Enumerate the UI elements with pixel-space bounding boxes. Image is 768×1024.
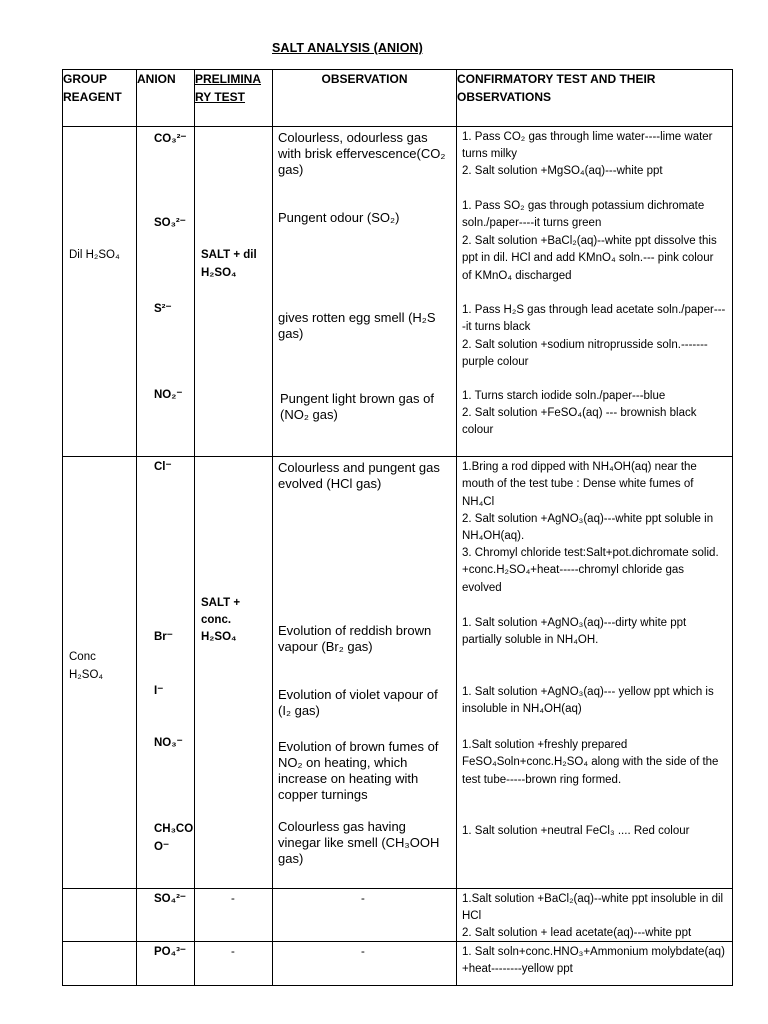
anion-s: S²⁻ bbox=[154, 303, 172, 315]
anion-i: I⁻ bbox=[154, 685, 164, 697]
group-reagent: Dil H₂SO₄ bbox=[69, 249, 120, 261]
anion-cell bbox=[137, 942, 195, 986]
confirm-so3-step2: 2. Salt solution +BaCl₂(aq)--white ppt dissolve this ppt in dil. HCl and add KMnO₄ soln.--- pink colour of KMnO₄ discharged bbox=[462, 235, 717, 282]
observation-s: gives rotten egg smell (H₂S gas) bbox=[278, 310, 436, 341]
preliminary-dash: - bbox=[231, 946, 235, 958]
confirmatory-cell bbox=[457, 457, 733, 889]
confirm-br-step1: 1. Salt solution +AgNO₃(aq)---dirty white ppt partially soluble in NH₄OH. bbox=[462, 617, 687, 647]
group-row-dil-h2so4 bbox=[63, 127, 733, 457]
group-reagent-cell bbox=[63, 127, 137, 457]
page-title: SALT ANALYSIS (ANION) bbox=[272, 41, 423, 55]
anion-so4: SO₄²⁻ bbox=[154, 893, 186, 905]
preliminary-line2: conc. bbox=[201, 614, 232, 626]
observation-br: Evolution of reddish brown vapour (Br₂ gas) bbox=[278, 623, 432, 654]
confirm-s-step2: 2. Salt solution +sodium nitroprusside soln.-------purple colour bbox=[462, 339, 708, 369]
anion-ch3coo-line1: CH₃CO bbox=[154, 823, 194, 835]
confirm-i-step1: 1. Salt solution +AgNO₃(aq)--- yellow ppt which is insoluble in NH₄OH(aq) bbox=[462, 686, 714, 716]
group-reagent-line1: Conc bbox=[69, 651, 96, 663]
confirm-co3-step1: 1. Pass CO₂ gas through lime water----lime water turns milky bbox=[462, 131, 713, 161]
anion-cell bbox=[137, 889, 195, 942]
observation-cell bbox=[273, 127, 457, 457]
confirm-no2-step2: 2. Salt solution +FeSO₄(aq) --- brownish black colour bbox=[462, 407, 697, 437]
group-row-conc-h2so4 bbox=[63, 457, 733, 889]
preliminary-line1: SALT + dil bbox=[201, 249, 257, 261]
observation-dash: - bbox=[361, 893, 365, 905]
row-po4 bbox=[63, 942, 733, 986]
group-reagent-cell-empty bbox=[63, 889, 137, 942]
observation-cell bbox=[273, 457, 457, 889]
anion-analysis-table bbox=[62, 69, 733, 986]
preliminary-line2: H₂SO₄ bbox=[201, 267, 237, 279]
confirm-s-step1: 1. Pass H₂S gas through lead acetate soln./paper----it turns black bbox=[462, 304, 726, 334]
confirm-cl-step2: 2. Salt solution +AgNO₃(aq)---white ppt soluble in NH₄OH(aq). bbox=[462, 513, 714, 543]
row-so4 bbox=[63, 889, 733, 942]
preliminary-line3: H₂SO₄ bbox=[201, 631, 237, 643]
preliminary-cell bbox=[195, 889, 273, 942]
header-observation: OBSERVATION bbox=[273, 70, 457, 127]
observation-cl: Colourless and pungent gas evolved (HCl gas) bbox=[278, 460, 440, 491]
observation-cell bbox=[273, 889, 457, 942]
anion-cl: Cl⁻ bbox=[154, 461, 172, 473]
preliminary-cell bbox=[195, 457, 273, 889]
confirm-ch3coo-step1: 1. Salt solution +neutral FeCl₃ .... Red colour bbox=[462, 825, 690, 837]
anion-po4: PO₄³⁻ bbox=[154, 946, 186, 958]
anion-cell bbox=[137, 127, 195, 457]
header-group-reagent: GROUP REAGENT bbox=[63, 70, 137, 127]
observation-no2: Pungent light brown gas of (NO₂ gas) bbox=[280, 391, 434, 422]
anion-co3: CO₃²⁻ bbox=[154, 133, 187, 145]
confirmatory-cell bbox=[457, 889, 733, 942]
anion-no2: NO₂⁻ bbox=[154, 389, 183, 401]
confirm-po4-step1: 1. Salt soln+conc.HNO₃+Ammonium molybdate(aq) +heat--------yellow ppt bbox=[462, 946, 725, 976]
confirm-no2-step1: 1. Turns starch iodide soln./paper---blue bbox=[462, 390, 666, 402]
anion-br: Br⁻ bbox=[154, 631, 173, 643]
observation-no3: Evolution of brown fumes of NO₂ on heating, which increase on heating with copper turnings bbox=[278, 739, 439, 802]
group-reagent-line2: H₂SO₄ bbox=[69, 669, 104, 681]
observation-cell bbox=[273, 942, 457, 986]
header-preliminary-test bbox=[195, 70, 273, 127]
confirm-cl-step3: 3. Chromyl chloride test:Salt+pot.dichromate solid. +conc.H₂SO₄+heat-----chromyl chloride gas evolved bbox=[462, 547, 719, 594]
observation-i: Evolution of violet vapour of (I₂ gas) bbox=[278, 687, 438, 718]
confirm-cl-step1: 1.Bring a rod dipped with NH₄OH(aq) near the mouth of the test tube : Dense white fumes of NH₄Cl bbox=[462, 461, 697, 508]
anion-so3: SO₃²⁻ bbox=[154, 217, 186, 229]
anion-ch3coo-line2: O⁻ bbox=[154, 841, 170, 853]
confirm-co3-step2: 2. Salt solution +MgSO₄(aq)---white ppt bbox=[462, 165, 663, 177]
confirmatory-cell bbox=[457, 127, 733, 457]
preliminary-dash: - bbox=[231, 893, 235, 905]
observation-co3: Colourless, odourless gas with brisk effervescence(CO₂ gas) bbox=[278, 130, 446, 177]
preliminary-cell bbox=[195, 942, 273, 986]
confirm-so3-step1: 1. Pass SO₂ gas through potassium dichromate soln./paper----it turns green bbox=[462, 200, 705, 230]
group-reagent-cell-empty bbox=[63, 942, 137, 986]
group-reagent-cell bbox=[63, 457, 137, 889]
confirm-no3-step1: 1.Salt solution +freshly prepared FeSO₄Soln+conc.H₂SO₄ along with the side of the test tube-----brown ring formed. bbox=[462, 739, 719, 786]
observation-ch3coo: Colourless gas having vinegar like smell (CH₃OOH gas) bbox=[278, 819, 440, 866]
confirm-so4-step1: 1.Salt solution +BaCl₂(aq)--white ppt insoluble in dil HCl bbox=[462, 893, 724, 923]
preliminary-cell bbox=[195, 127, 273, 457]
anion-no3: NO₃⁻ bbox=[154, 737, 183, 749]
observation-so3: Pungent odour (SO₂) bbox=[278, 210, 400, 225]
observation-dash: - bbox=[361, 946, 365, 958]
header-preliminary-line1: PRELIMINA bbox=[195, 72, 261, 86]
header-row bbox=[63, 70, 733, 127]
header-anion: ANION bbox=[137, 70, 195, 127]
confirmatory-cell bbox=[457, 942, 733, 986]
anion-cell bbox=[137, 457, 195, 889]
confirm-so4-step2: 2. Salt solution + lead acetate(aq)---white ppt bbox=[462, 927, 692, 939]
header-confirmatory: CONFIRMATORY TEST AND THEIR OBSERVATIONS bbox=[457, 70, 733, 127]
header-preliminary-line2: RY TEST bbox=[195, 90, 246, 104]
preliminary-line1: SALT + bbox=[201, 597, 241, 609]
